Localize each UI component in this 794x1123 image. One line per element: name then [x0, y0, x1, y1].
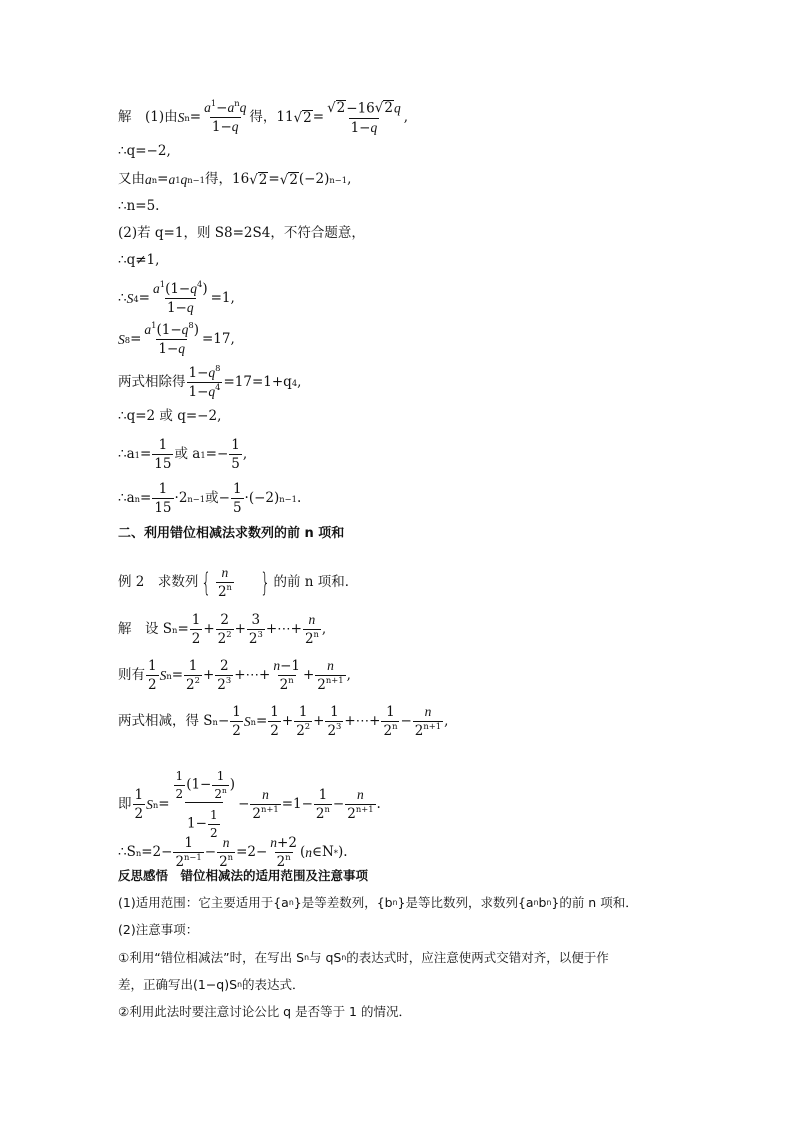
text: =1,: [210, 289, 235, 306]
reflection-notes-title: (2)注意事项：: [118, 922, 199, 937]
text: 的表达式时，应注意使两式交错对齐，以便于作: [346, 950, 609, 965]
text: =17,: [202, 330, 235, 347]
line-half-sn: 则有 $\frac{1}{2}$ S n = $\frac{1}{2^2}$ + $\frac{2}{2^3}$ +⋯+ $\frac{n-1}{2^n}$ + $\frac{n}{2^{n+1}}$ ,: [118, 658, 351, 694]
reflection-note-1: ①利用“错位相减法”时，在写出 S n 与 qS n 的表达式时，应注意使两式交错对齐，以便于作: [118, 950, 609, 965]
reflection-title: 反思感悟 错位相减法的适用范围及注意事项: [118, 868, 369, 883]
line-a1: ∴a 1 = $\frac{1}{15}$ 或 a 1 =− $\frac{1}{5}$ ,: [118, 437, 248, 473]
line-half-sn-result: 即 $\frac{1}{2}$ S n = $\frac{1}{2}$ (1− $\frac{1}{2^n}$ ) 1− $\frac{1}{2}$ − $\frac{n}{2^{n+1}}$ =1− $\frac{1}{2^n}$ − $\frac{n}{2^{n+1}}$ .: [118, 769, 381, 840]
text: ∴S: [118, 843, 136, 860]
text: 与 qS: [309, 950, 342, 965]
example-2: 例 2 求数列 { $\frac{n}{2^n}$ } 的前 n 项和．: [118, 565, 359, 601]
text: 解 (1)由: [118, 108, 178, 125]
text: 解 设 S: [118, 620, 173, 637]
text: }的前 n 项和．: [551, 895, 638, 910]
text: 或−: [205, 489, 230, 506]
line-n: ∴n=5.: [118, 198, 160, 214]
reflection-note-1-cont: 差，正确写出(1−q)S n 的表达式．: [118, 977, 305, 992]
reflection-note-2: ②利用此法时要注意讨论公比 q 是否等于 1 的情况．: [118, 1004, 411, 1019]
line-q: ∴q=−2,: [118, 143, 171, 159]
section-heading: 二、利用错位相减法求数列的前 n 项和: [118, 526, 345, 541]
text: 差，正确写出(1−q)S: [118, 977, 238, 992]
text: 即: [118, 795, 132, 812]
text: =17=1+q: [223, 373, 292, 390]
text: =−: [205, 445, 229, 462]
text: (1)适用范围：它主要适用于{a: [118, 895, 289, 910]
text: 得，16: [205, 171, 250, 188]
line-an: 又由 a n = a 1 q n−1 得，16 √ 2 = √ 2 (−2) n−1 ,: [118, 171, 352, 189]
reflection-scope: (1)适用范围：它主要适用于{a n }是等差数列，{b n }是等比数列，求数列{a n b n }的前 n 项和．: [118, 895, 638, 910]
text: 得，11: [249, 108, 294, 125]
text: 或 a: [174, 445, 201, 462]
line-s8: S 8 = $\frac{a^1(1-q^8)}{1-q}$ =17,: [118, 320, 235, 358]
line-divide: 两式相除得 $\frac{1-q^8}{1-q^4}$ =17=1+q 4 ,: [118, 363, 302, 401]
line-sn-def: 解 设 S n = $\frac{1}{2}$ + $\frac{2}{2^2}$ + $\frac{3}{2^3}$ +⋯+ $\frac{n}{2^n}$ ,: [118, 612, 327, 648]
text: 例 2 求数列: [118, 573, 199, 590]
line-q-values: ∴q=2 或 q=−2,: [118, 408, 222, 424]
text: 两式相减，得 S: [118, 712, 213, 729]
text: 又由: [118, 171, 145, 188]
line-sn-result: ∴S n =2− $\frac{1}{2^{n-1}}$ − $\frac{n}{2^n}$ =2− $\frac{n+2}{2^n}$ ( n ∈N * ).: [118, 835, 348, 871]
line-case2: (2)若 q=1，则 S8=2S4，不符合题意，: [118, 225, 365, 241]
line-q-neq: ∴q≠1,: [118, 252, 160, 268]
text: 的表达式．: [241, 977, 305, 992]
text: }是等比数列，求数列{a: [397, 895, 534, 910]
text: ∴a: [118, 489, 135, 506]
solution-1-line: 解 (1)由 S n = $\frac{a^1-a^nq}{1-q}$ 得，11 √ 2 = √ 2 −16 √ 2 q 1−q ,: [118, 97, 409, 136]
text: ∴a: [118, 445, 135, 462]
text: }是等差数列，{b: [293, 895, 393, 910]
line-an-result: ∴a n = $\frac{1}{15}$ ·2 n−1 或− $\frac{1}{5}$ ·(−2) n−1 .: [118, 481, 302, 517]
line-s4: ∴ S 4 = $\frac{a^1(1-q^4)}{1-q}$ =1,: [118, 279, 235, 317]
text: 则有: [118, 666, 145, 683]
text: ①利用“错位相减法”时，在写出 S: [118, 950, 305, 965]
line-subtract: 两式相减，得 S n − $\frac{1}{2}$ S n = $\frac{1}{2}$ + $\frac{1}{2^2}$ + $\frac{1}{2^3}$ +⋯+ $\frac{1}{2^n}$ − $\frac{n}{2^{n+1}}$ ,: [118, 704, 449, 740]
text: 两式相除得: [118, 373, 186, 390]
text: 的前 n 项和．: [273, 573, 359, 590]
